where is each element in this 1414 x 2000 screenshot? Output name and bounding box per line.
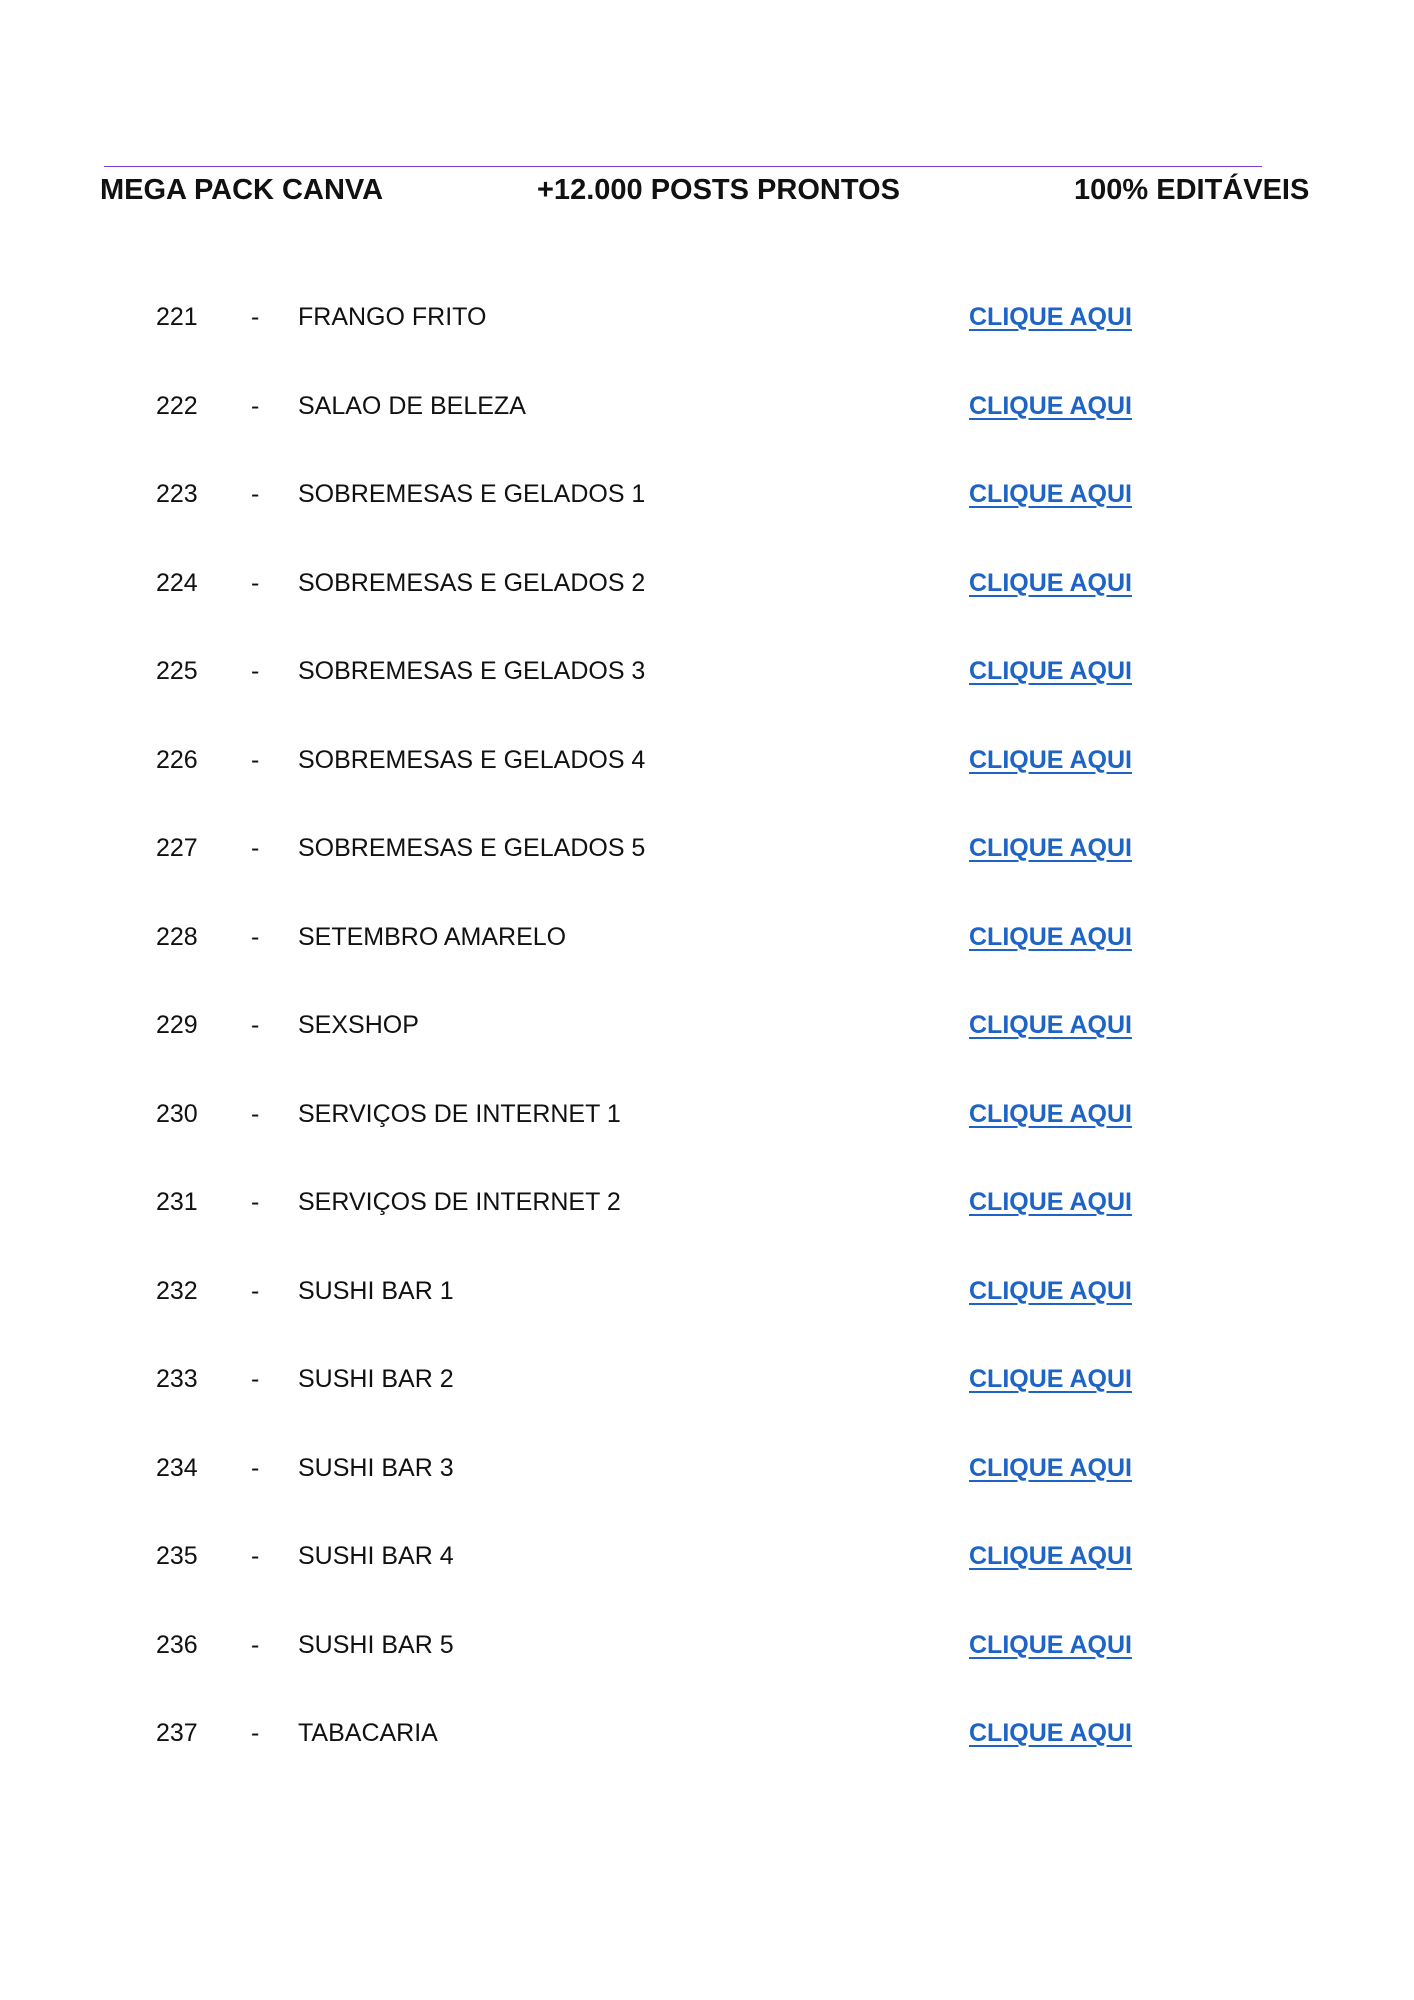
- item-name: SUSHI BAR 1: [298, 1276, 454, 1305]
- item-number: 222: [156, 391, 198, 420]
- item-separator: -: [251, 1542, 260, 1570]
- item-name: SUSHI BAR 5: [298, 1630, 454, 1659]
- item-number: 237: [156, 1719, 198, 1747]
- item-number: 223: [156, 480, 198, 508]
- item-link[interactable]: CLIQUE AQUI: [969, 1542, 1132, 1570]
- item-link[interactable]: CLIQUE AQUI: [969, 303, 1132, 331]
- list-item: [0, 1085, 1414, 1174]
- item-link[interactable]: CLIQUE AQUI: [969, 391, 1132, 420]
- list-item: [0, 1704, 1414, 1793]
- item-separator: -: [251, 657, 260, 685]
- item-link[interactable]: CLIQUE AQUI: [969, 1099, 1132, 1128]
- item-name: SEXSHOP: [298, 1011, 419, 1039]
- item-separator: -: [251, 834, 260, 862]
- item-number: 224: [156, 568, 198, 597]
- item-separator: -: [251, 1630, 260, 1659]
- item-link[interactable]: CLIQUE AQUI: [969, 480, 1132, 508]
- item-link[interactable]: CLIQUE AQUI: [969, 834, 1132, 862]
- item-number: 230: [156, 1099, 198, 1128]
- list-item: [0, 288, 1414, 377]
- list-item: [0, 377, 1414, 466]
- item-name: SUSHI BAR 2: [298, 1365, 454, 1393]
- item-name: SOBREMESAS E GELADOS 5: [298, 834, 646, 862]
- list-item: [0, 731, 1414, 820]
- item-link[interactable]: CLIQUE AQUI: [969, 1719, 1132, 1747]
- item-separator: -: [251, 745, 260, 774]
- item-separator: -: [251, 1276, 260, 1305]
- header-title-left: MEGA PACK CANVA: [100, 174, 384, 206]
- item-link[interactable]: CLIQUE AQUI: [969, 1011, 1132, 1039]
- item-separator: -: [251, 568, 260, 597]
- list-item: [0, 1439, 1414, 1528]
- item-separator: -: [251, 1453, 260, 1482]
- header-title-middle: +12.000 POSTS PRONTOS: [537, 174, 900, 206]
- item-link[interactable]: CLIQUE AQUI: [969, 1365, 1132, 1393]
- item-name: SOBREMESAS E GELADOS 2: [298, 568, 646, 597]
- page-header: [0, 174, 1414, 214]
- list-item: [0, 1616, 1414, 1705]
- item-number: 231: [156, 1188, 198, 1216]
- header-title-right: 100% EDITÁVEIS: [1074, 174, 1310, 206]
- list-item: [0, 1262, 1414, 1351]
- list-item: [0, 465, 1414, 554]
- item-name: SOBREMESAS E GELADOS 1: [298, 480, 646, 508]
- item-number: 226: [156, 745, 198, 774]
- item-number: 227: [156, 834, 198, 862]
- item-name: SERVIÇOS DE INTERNET 2: [298, 1188, 621, 1216]
- item-number: 232: [156, 1276, 198, 1305]
- list-item: [0, 554, 1414, 643]
- list-item: [0, 908, 1414, 997]
- list-item: [0, 1350, 1414, 1439]
- item-separator: -: [251, 303, 260, 331]
- item-name: SALAO DE BELEZA: [298, 391, 526, 420]
- list-item: [0, 1527, 1414, 1616]
- item-link[interactable]: CLIQUE AQUI: [969, 922, 1132, 951]
- item-name: TABACARIA: [298, 1719, 438, 1747]
- item-separator: -: [251, 1719, 260, 1747]
- item-separator: -: [251, 1099, 260, 1128]
- item-number: 221: [156, 303, 198, 331]
- item-number: 234: [156, 1453, 198, 1482]
- item-number: 233: [156, 1365, 198, 1393]
- item-link[interactable]: CLIQUE AQUI: [969, 1630, 1132, 1659]
- item-name: SOBREMESAS E GELADOS 4: [298, 745, 646, 774]
- item-number: 225: [156, 657, 198, 685]
- item-link[interactable]: CLIQUE AQUI: [969, 568, 1132, 597]
- item-number: 236: [156, 1630, 198, 1659]
- item-name: SETEMBRO AMARELO: [298, 922, 567, 951]
- list-item: [0, 996, 1414, 1085]
- item-separator: -: [251, 391, 260, 420]
- item-separator: -: [251, 1188, 260, 1216]
- item-name: SOBREMESAS E GELADOS 3: [298, 657, 646, 685]
- item-separator: -: [251, 480, 260, 508]
- item-separator: -: [251, 922, 260, 951]
- item-link[interactable]: CLIQUE AQUI: [969, 1453, 1132, 1482]
- list-item: [0, 819, 1414, 908]
- list-item: [0, 1173, 1414, 1262]
- header-rule: [104, 166, 1262, 167]
- item-name: SUSHI BAR 3: [298, 1453, 454, 1482]
- item-number: 229: [156, 1011, 198, 1039]
- item-link[interactable]: CLIQUE AQUI: [969, 745, 1132, 774]
- item-link[interactable]: CLIQUE AQUI: [969, 1188, 1132, 1216]
- item-name: SERVIÇOS DE INTERNET 1: [298, 1099, 621, 1128]
- list-item: [0, 642, 1414, 731]
- item-number: 235: [156, 1542, 198, 1570]
- item-link[interactable]: CLIQUE AQUI: [969, 1276, 1132, 1305]
- item-number: 228: [156, 922, 198, 951]
- item-link[interactable]: CLIQUE AQUI: [969, 657, 1132, 685]
- item-name: FRANGO FRITO: [298, 303, 487, 331]
- item-list: [0, 288, 1414, 1793]
- item-separator: -: [251, 1011, 260, 1039]
- item-name: SUSHI BAR 4: [298, 1542, 454, 1570]
- item-separator: -: [251, 1365, 260, 1393]
